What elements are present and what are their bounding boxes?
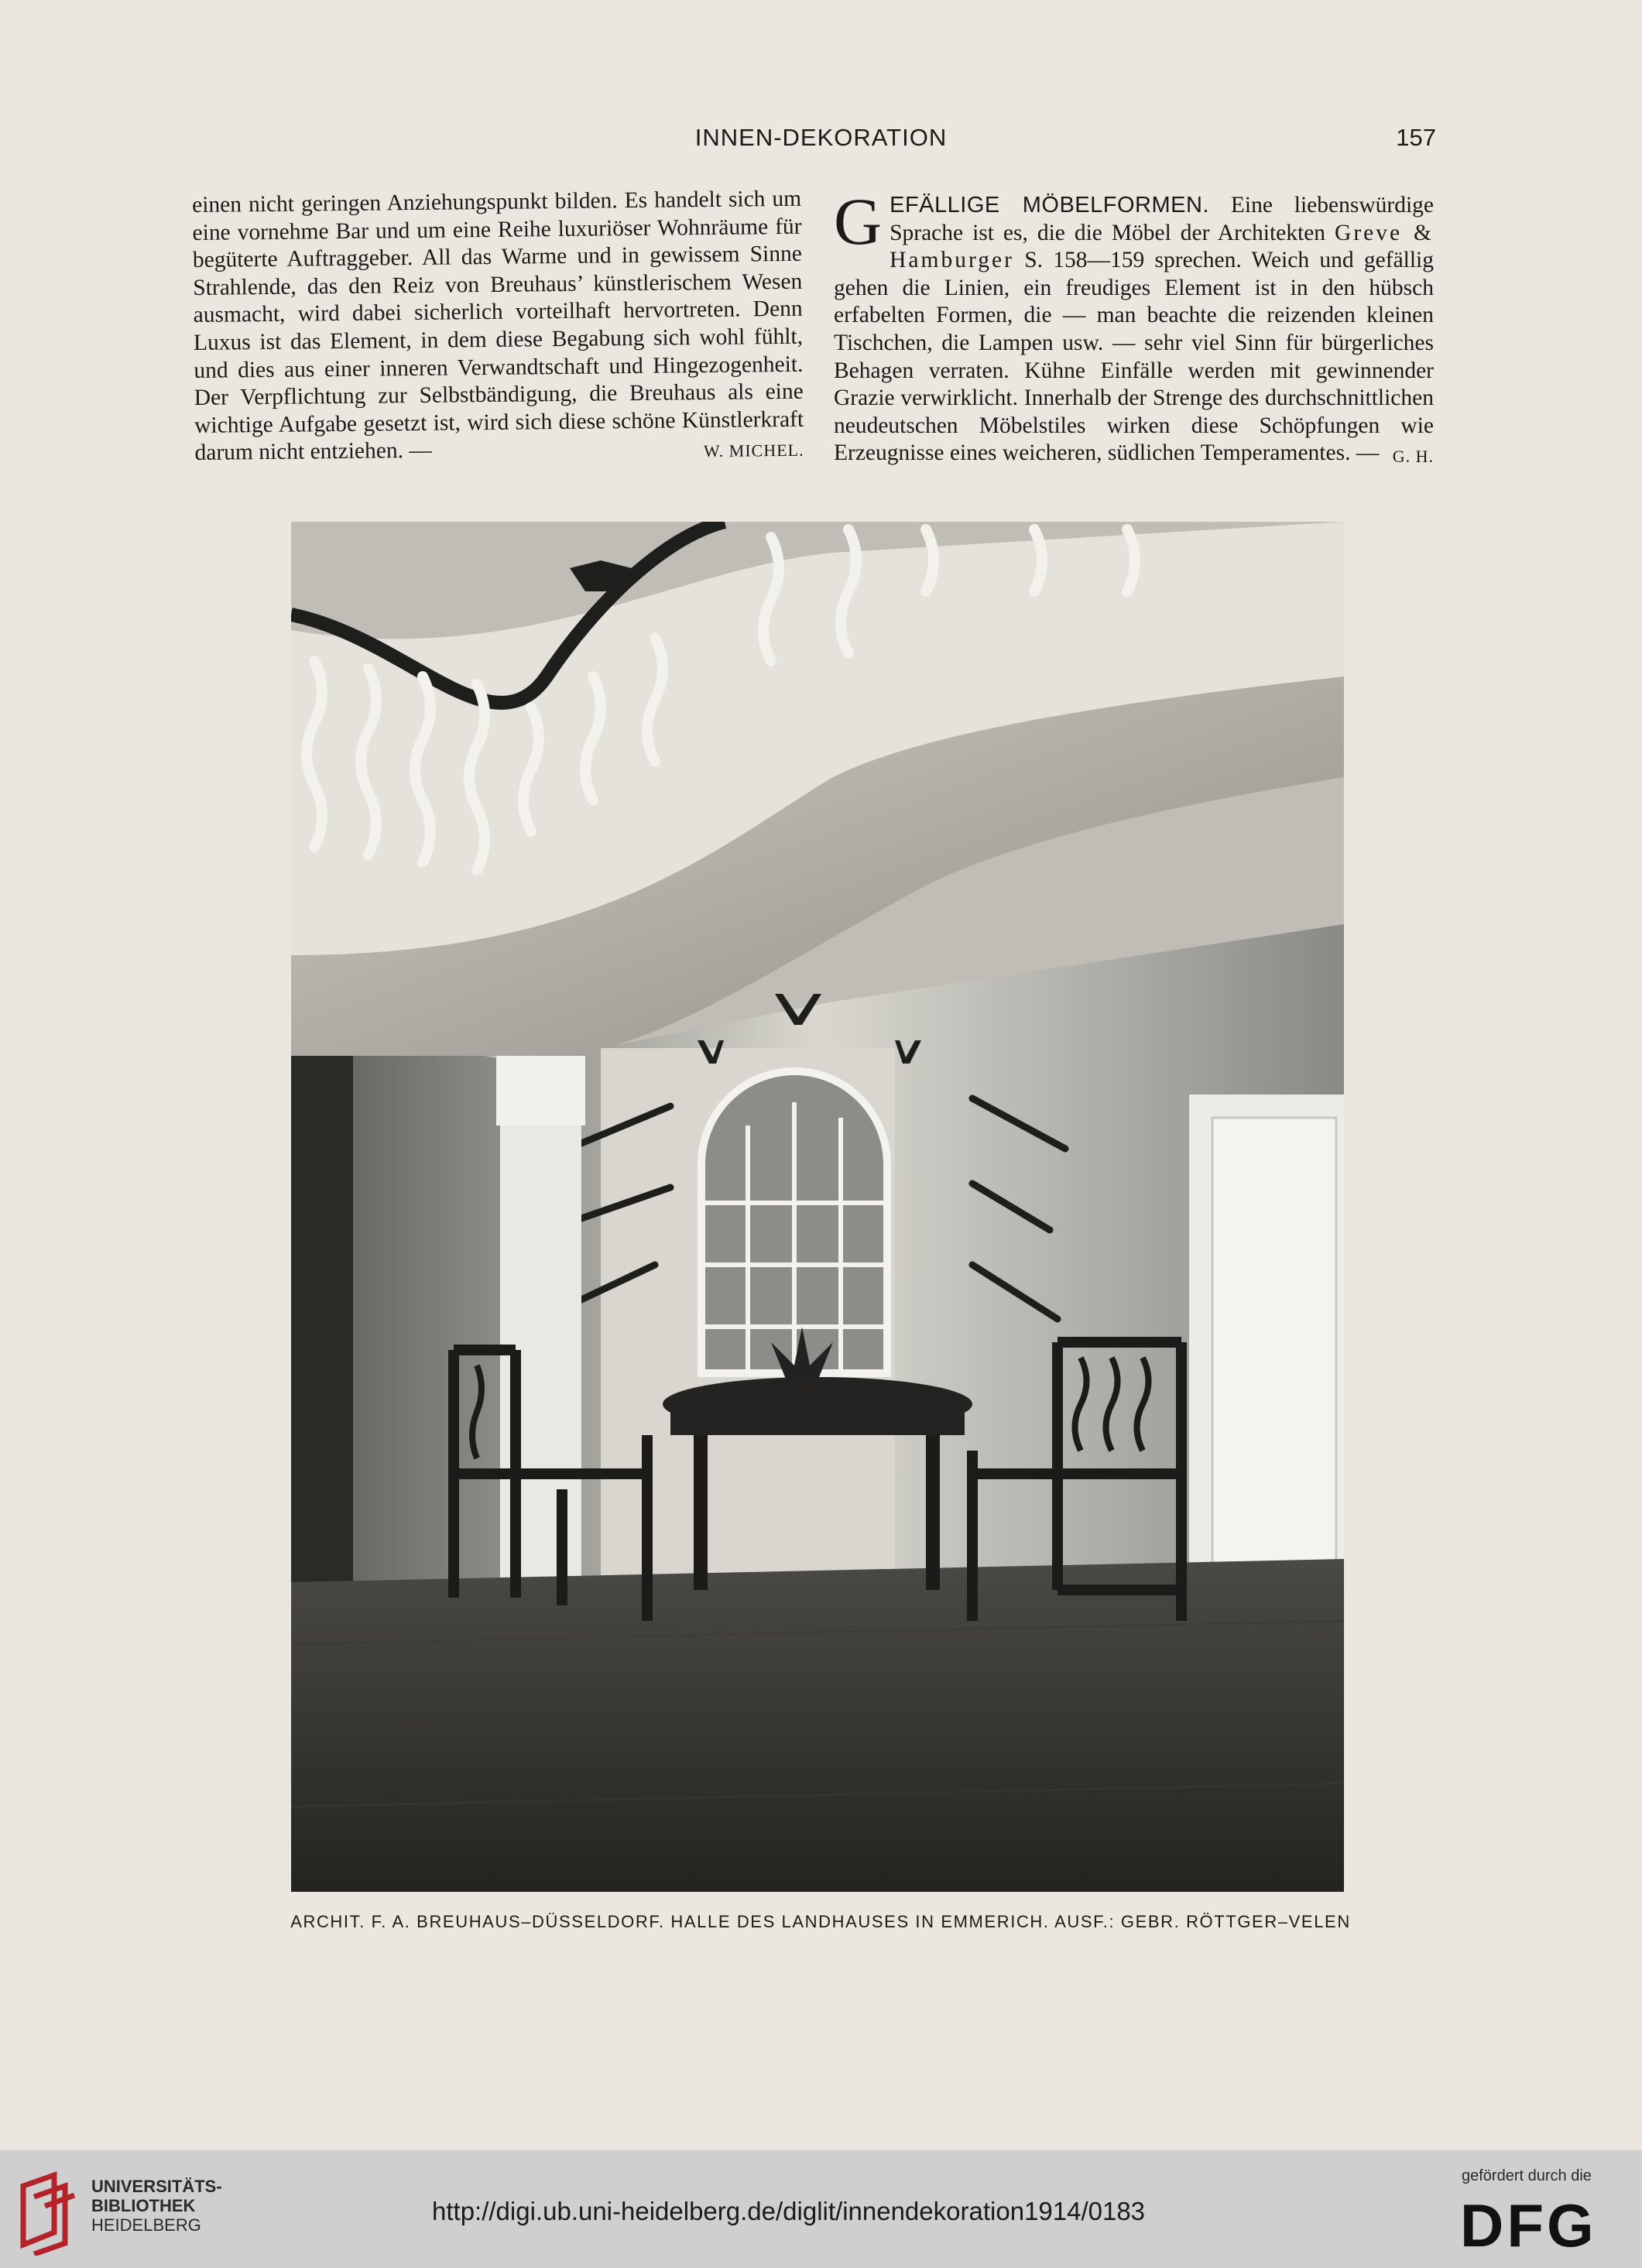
photo-caption: ARCHIT. F. A. BREUHAUS–DÜSSELDORF. HALLE DES LANDHAUSES IN EMMERICH. AUSF.: GEBR. RÖTTGER–VELEN [290,1912,1351,1931]
author-signature-gh: G. H. [1392,447,1434,467]
dfg-logo: DFG [1460,2191,1597,2259]
hall-photograph-illustration [291,522,1344,1892]
funding-label: gefördert durch die [1462,2167,1592,2184]
drop-cap: G [834,184,883,259]
left-column-body: einen nicht geringen Anziehungspunkt bilden. Es handelt sich um eine vornehme Bar und um eine Reihe luxuriöser Wohnräume für begüterte Auftraggeber. All das Warme und in gewissem Sinne Strahlende, das den Reiz von Breuhaus’ künstlerischem Wesen ausmacht, wird dabei sicherlich vorteilhaft hervortreten. Denn Luxus ist das Element, in dem diese Begabung sich wohl fühlt, und dies aus einer inneren Verwandtschaft und Hingezogenheit. Der Verpflichtung zur Selbstbändigung, die Breuhaus als eine wichtige Aufgabe gesetzt ist, wird sich diese schöne Künstlerkraft darum nicht entziehen. — [192,186,804,466]
page-number: 157 [1396,124,1436,151]
university-library-logo-icon [17,2170,79,2256]
permalink-url[interactable]: http://digi.ub.uni-heidelberg.de/diglit/innendekoration1914/0183 [432,2197,1146,2225]
right-column-body-2: S. 158—159 sprechen. Weich und gefällig gehen die Linien, ein freudiges Element ist in den hübsch erfabelten Formen, die — man beachte die reizenden kleinen Tischchen, die Lampen usw. — sehr viel Sinn für bürgerliches Behagen verraten. Kühne Einfälle werden mit gewinnender Grazie verwirklicht. Innerhalb der Strenge des durchschnittlichen neudeutschen Möbelstiles wirken diese Schöpfungen wie Erzeugnisse eines weicheren, südlichen Temperamentes. — [834,248,1434,466]
right-column-text [834,184,1435,468]
right-column [834,184,1435,471]
library-name-line1: UNIVERSITÄTS- [91,2177,222,2196]
footer-bar [0,2150,1642,2268]
library-name-line2: BIBLIOTHEK [91,2196,196,2215]
university-library-name [91,2177,222,2235]
section-heading: EFÄLLIGE MÖBELFORMEN. [890,193,1209,218]
left-column-text [192,186,804,468]
right-column-body-1: Eine liebenswürdige Sprache ist es, die die Möbel der Architekten [890,193,1434,245]
author-signature-michel: W. MICHEL. [703,440,804,461]
architect-names: Greve & Hamburger [890,220,1435,273]
left-column [192,186,804,471]
hall-photograph [291,522,1344,1892]
running-head: INNEN-DEKORATION [694,124,948,151]
library-name-line3: HEIDELBERG [91,2215,201,2235]
